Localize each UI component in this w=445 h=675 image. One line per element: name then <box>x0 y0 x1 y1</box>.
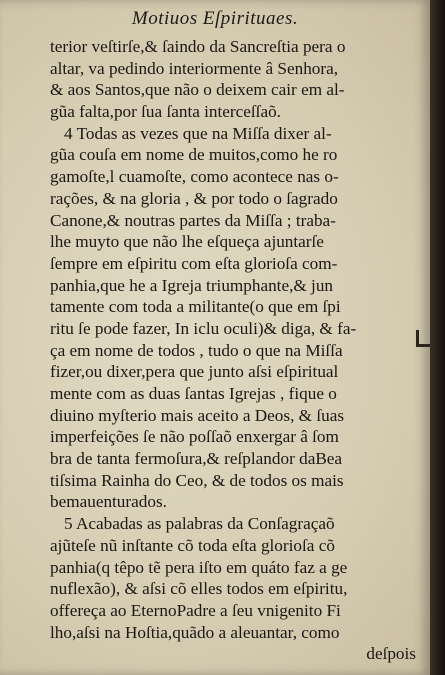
text-line: fizer,ou dixer,pera que junto aſsi eſpiritual <box>50 362 339 382</box>
text-line: ſempre em eſpiritu com eſta glorioſa com- <box>50 253 338 273</box>
text-line: ritu ſe pode fazer, In iclu oculi)& diga, & fa- <box>50 318 357 338</box>
paragraph-5-start: 5 Acabadas as palabras da Conſagraçaõ <box>64 514 335 534</box>
text-line: mente com as duas ſantas Igrejas , fique o <box>50 384 337 403</box>
binding-edge <box>430 0 445 675</box>
text-line: ça em nome de todos , tudo o que na Miſſa <box>50 340 343 360</box>
text-line: diuino myſterio mais aceito a Deos, & ſuas <box>50 405 345 425</box>
text-line: offereça ao EternoPadre a ſeu vnigenito Fi <box>50 600 341 620</box>
text-line: gũa couſa em nome de muitos,como he ro <box>50 145 338 165</box>
text-line: terior veſtirſe,& ſaindo da Sancreſtia pera o <box>50 37 346 56</box>
text-line: panhia,que he a Igreja triumphante,& jun <box>50 275 334 295</box>
text-line: imperfeições ſe não poſſaõ enxergar â ſom <box>50 427 339 447</box>
text-line: tiſsima Rainha do Ceo, & de todos os mais <box>50 470 344 490</box>
text-line: panhia(q têpo tẽ pera iſto em quáto faz a ge <box>50 557 348 577</box>
text-line: tamente com toda a militante(o que em ſpi <box>50 297 341 317</box>
text-line: gamoſte,l cuamoſte, como acontece nas o- <box>50 167 339 187</box>
running-header: Motiuos Eſpirituaes. <box>131 8 299 29</box>
paragraph-4-start: 4 Todas as vezes que na Miſſa dixer al- <box>64 123 332 143</box>
text-line: bra de tanta fermoſura,& reſplandor daBea <box>50 449 343 469</box>
text-line: rações, & na gloria , & por todo o ſagrado <box>50 188 338 208</box>
text-line: & aos Santos,que não o deixem cair em al- <box>50 80 345 100</box>
text-line: lhe muyto que não lhe eſqueça ajuntarſe <box>50 232 324 252</box>
text-line: bemauenturados. <box>50 492 167 512</box>
page-body <box>50 36 422 665</box>
catchword: deſpois <box>366 644 416 664</box>
text-line: Canone,& noutras partes da Miſſa ; traba- <box>50 210 336 230</box>
text-line: nufleхão), & aſsi cõ elles todos em eſpiritu, <box>50 579 348 599</box>
text-line: ajũteſe nũ inſtante cõ toda eſta glorioſa cõ <box>50 535 335 555</box>
text-line: lho,aſsi na Hoſtia,quãdo a aleuantar, como <box>50 622 340 642</box>
text-line: gũa falta,por ſua ſanta intercеſſaõ. <box>50 102 281 122</box>
text-line: altar, va pedindo interiormente â Senhora, <box>50 58 339 78</box>
